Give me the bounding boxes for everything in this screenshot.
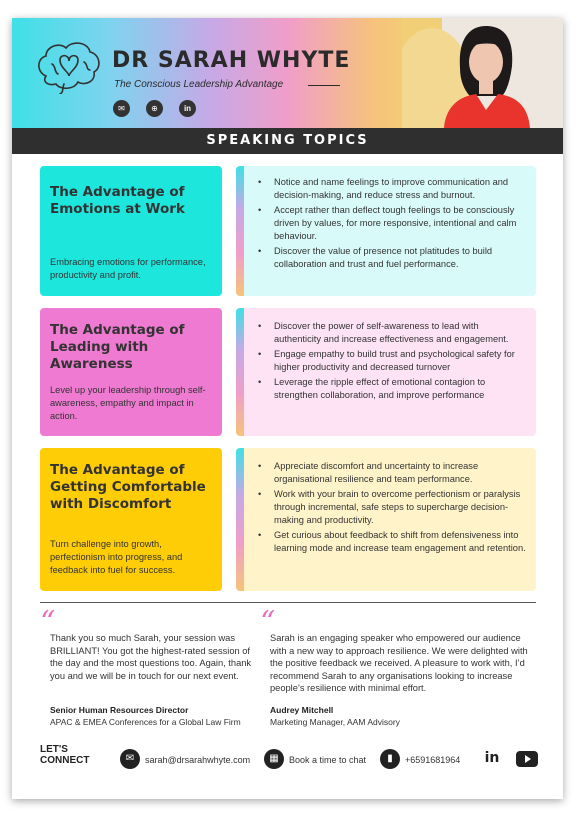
topic-bullet: • Accept rather than deflect tough feelings to be consciously driven by values, for more responsive, intentional and calm behaviour. (258, 204, 528, 243)
section-divider (40, 602, 536, 603)
contact-phone[interactable]: +6591681964 (405, 755, 461, 765)
gradient-strip (236, 166, 244, 296)
lets-connect-line: LET'S (40, 744, 68, 755)
topic-bullet: • Discover the power of self-awareness to lead with authenticity and increase effectiveness and engagement. (258, 320, 528, 346)
linkedin-icon[interactable]: in (179, 100, 196, 117)
book-call-link[interactable]: Book a time to chat (289, 755, 367, 765)
gradient-strip (236, 448, 244, 591)
topic-bullet: • Work with your brain to overcome perfectionism or paralysis through incremental, safe steps to supercharge decision-making and productivity. (258, 488, 528, 527)
topic-bullet: • Get curious about feedback to shift from defensiveness into learning mode and increase team engagement and retention. (258, 529, 528, 555)
testimonial-quote: Sarah is an engaging speaker who empowered our audience with a new way to approach resilience. We were delighted with the positive feedback we received. A pleasure to work with, I’d recommend Sarah to any organisations looking to increase people’s resilience with minimal effort. (270, 633, 528, 693)
contact-email[interactable]: sarah@drsarahwhyte.com (145, 755, 251, 765)
lets-connect-label (40, 744, 89, 766)
topic-card-discomfort (40, 448, 222, 591)
topic-summary: Turn challenge into growth, perfectionism into progress, and feedback into fuel for success. (50, 539, 183, 575)
topic-detail-emotions (236, 166, 536, 296)
topic-detail-discomfort (236, 448, 536, 591)
topic-bullet: • Engage empathy to build trust and psychological safety for higher productivity and decreased turnover (258, 348, 528, 374)
phone-icon[interactable]: ▮ (380, 749, 400, 769)
topic-card-emotions (40, 166, 222, 296)
website-icon[interactable]: ⊕ (146, 100, 163, 117)
linkedin-icon[interactable]: in (484, 750, 500, 766)
lets-connect-line: CONNECT (40, 755, 90, 766)
tagline: The Conscious Leadership Advantage (114, 79, 284, 90)
gradient-strip (236, 308, 244, 436)
testimonial-author: Audrey Mitchell (270, 705, 334, 715)
topic-bullet: • Appreciate discomfort and uncertainty to increase organisational resilience and team performance. (258, 460, 528, 486)
topic-summary: Level up your leadership through self-awareness, empathy and impact in action. (50, 385, 206, 421)
topic-summary: Embracing emotions for performance, productivity and profit. (50, 257, 206, 280)
topic-title: The Advantage of Emotions at Work (50, 184, 185, 217)
topic-bullet: • Discover the value of presence not platitudes to build collaboration and trust and fuel performance. (258, 245, 528, 271)
topic-title: The Advantage of Getting Comfortable with Discomfort (50, 462, 206, 512)
speaking-topics-heading: SPEAKING TOPICS (12, 128, 563, 154)
speaker-name: DR SARAH WHYTE (112, 48, 351, 73)
topic-card-awareness (40, 308, 222, 436)
testimonial-role: Marketing Manager, AAM Advisory (270, 717, 400, 727)
quote-mark-icon: “ (40, 605, 56, 640)
brain-heart-logo-icon (34, 38, 104, 94)
testimonial-quote: Thank you so much Sarah, your session was BRILLIANT! You got the highest-rated session of the day and the most questions too. Again, thank you and we will be in touch for our next event. (50, 633, 252, 681)
youtube-icon[interactable] (516, 751, 538, 767)
envelope-icon[interactable]: ✉ (120, 749, 140, 769)
email-icon[interactable]: ✉ (113, 100, 130, 117)
quote-mark-icon: “ (260, 605, 276, 640)
header-banner (12, 18, 563, 128)
topic-bullet: • Leverage the ripple effect of emotional contagion to strengthen collaboration, and improve performance (258, 376, 528, 402)
testimonial-role: APAC & EMEA Conferences for a Global Law Firm (50, 717, 241, 727)
speaker-sheet (12, 18, 563, 799)
tagline-rule (308, 85, 340, 86)
calendar-icon[interactable]: ▦ (264, 749, 284, 769)
topic-detail-awareness (236, 308, 536, 436)
topic-bullet: • Notice and name feelings to improve communication and decision-making, and reduce stress and burnout. (258, 176, 528, 202)
testimonial-author: Senior Human Resources Director (50, 705, 189, 715)
speaker-photo (402, 18, 563, 128)
topic-title: The Advantage of Leading with Awareness (50, 322, 185, 372)
